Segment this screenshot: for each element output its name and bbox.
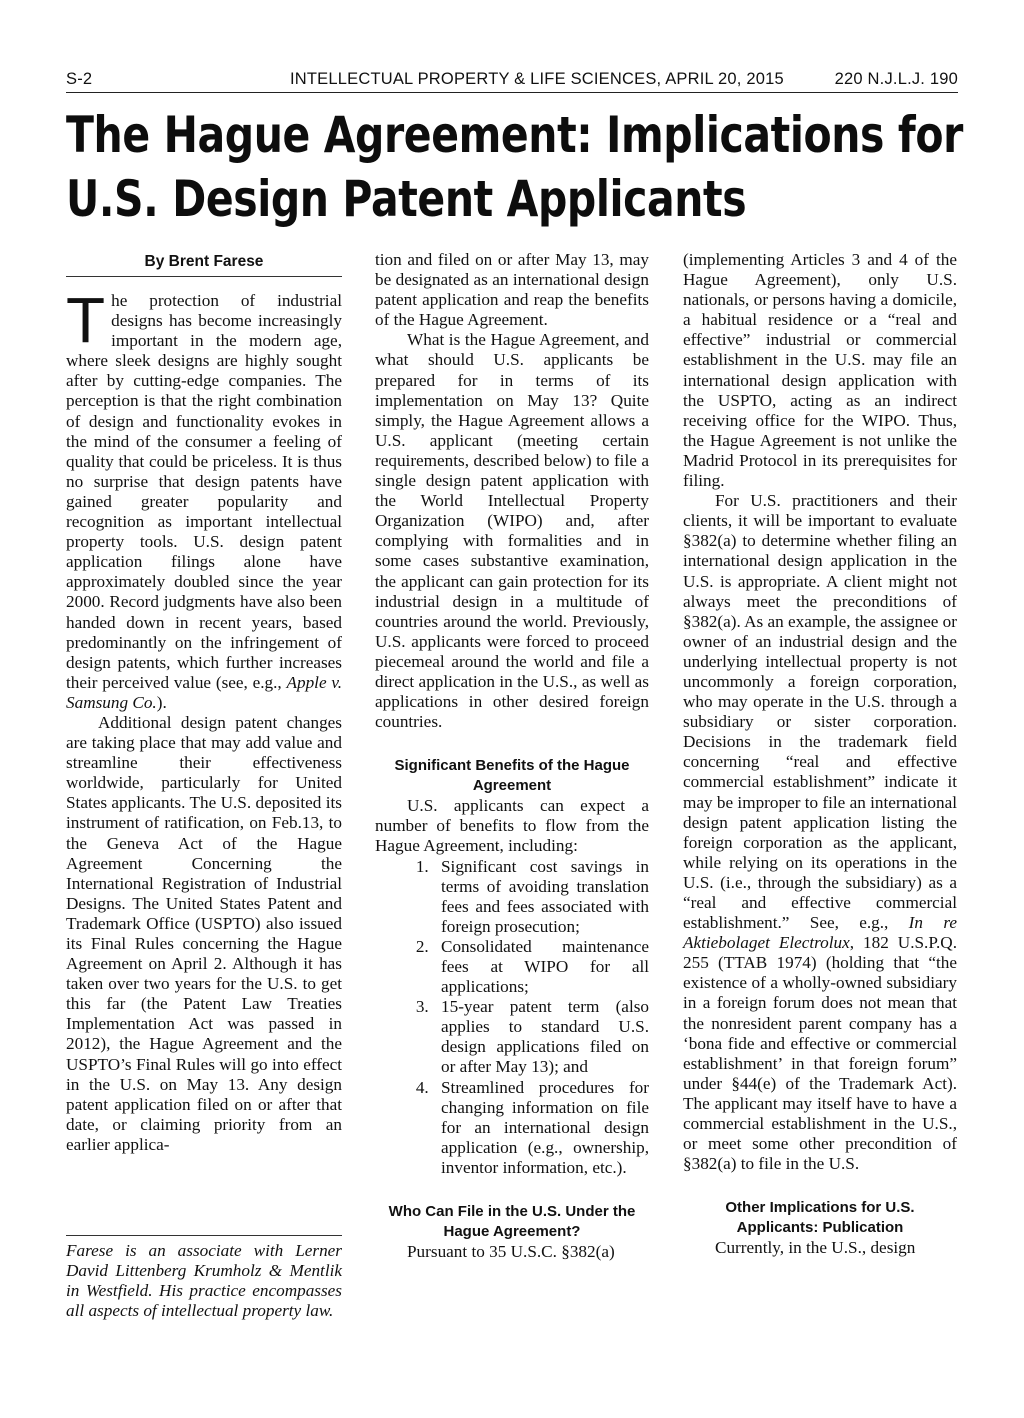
case-citation: Apple v. Samsung Co. <box>66 672 342 712</box>
paragraph-text-end: , 182 U.S.P.Q. 255 (TTAB 1974) (holding that “the existence of a wholly-owned subsidiary in a foreign forum does not mean that the nonresident parent company has a ‘bona fide and effective or commercial establishment’ in that foreign forum” under §44(e) of the Trademark Act). The applicant may itself have to have a commercial establishment in the U.S., or meet some other precondition of §382(a) to file in the U.S. <box>683 933 957 1174</box>
drop-cap: T <box>66 284 106 356</box>
intro-text: he protection of industrial designs has become increasingly important in the modern age, where sleek designs are highly sought after by cutting-edge companies. The perception is that the right combination of design and functionality evokes in the mind of the consumer a feeling of quality that could be priceless. It is thus no surprise that design patents have gained greater popularity and recognition as important intellectual property tools. U.S. design patent application filings alone have approximately doubled since the year 2000. Record judgments have also been handed down in recent years, based predominantly on the infringement of design patents, which further increases their perceived value (see, e.g., <box>66 291 342 692</box>
headline-line-2: U.S. Design Patent Applicants <box>66 170 747 228</box>
intro-text-end: ). <box>156 692 167 712</box>
section-title: INTELLECTUAL PROPERTY & LIFE SCIENCES, APRIL 20, 2015 <box>290 70 784 88</box>
case-citation: In re Aktiebolaget Electrolux <box>683 913 958 953</box>
section-heading: Other Implications for U.S. Applicants: Publication <box>725 1199 915 1237</box>
paragraph: Pursuant to 35 U.S.C. §382(a) <box>407 1242 615 1262</box>
headline-line-1: The Hague Agreement: Implications for <box>66 106 963 164</box>
column-1 <box>66 250 342 1155</box>
section-heading: Who Can File in the U.S. Under the Hague Agreement? <box>388 1203 636 1241</box>
paragraph-text: For U.S. practitioners and their clients, it will be important to evaluate §382(a) to determine whether filing an international design application in the U.S. is appropriate. A client might not always meet the preconditions of §382(a). As an example, the assignee or owner of an industrial design and the underlying intellectual property is not uncommonly a foreign corporation, who may operate in the U.S. through a subsidiary or sister corporation. Decisions in the trademark field concerning “real and effective commercial establishment” indicate it may be improper to file an international design patent application listing the foreign corporation as the applicant, while relying on its operations in the U.S. (i.e., through the subsidiary) as a “real and effective commercial establishment.” See, e.g., <box>683 491 957 933</box>
citation: 220 N.J.L.J. 190 <box>834 70 958 88</box>
list-item: 3. 15-year patent term (also applies to standard U.S. design applications filed on or after May 13); and <box>433 997 649 1077</box>
article-headline <box>66 103 963 231</box>
paragraph: Currently, in the U.S., design <box>715 1238 916 1258</box>
paragraph <box>683 491 957 1174</box>
header-rule <box>66 92 958 93</box>
byline: By Brent Farese <box>144 253 264 270</box>
byline-rule <box>66 276 342 277</box>
newspaper-page <box>66 0 963 1418</box>
paragraph: U.S. applicants can expect a number of benefits to flow from the Hague Agreement, including: <box>375 796 649 856</box>
list-item: 1. Significant cost savings in terms of avoiding translation fees and fees associated with foreign prosecution; <box>433 857 649 937</box>
running-head <box>66 70 958 92</box>
paragraph: tion and filed on or after May 13, may be designated as an international design patent application and reap the benefits of the Hague Agreement. <box>375 250 649 330</box>
paragraph: What is the Hague Agreement, and what should U.S. applicants be prepared for in terms of its implementation on May 13? Quite simply, the Hague Agreement allows a U.S. applicant (meeting certain requirements, described below) to file a single design patent application with the World Intellectual Property Organization (WIPO) and, after complying with formalities and in some cases substantive examination, the applicant can gain protection for its industrial design in a multitude of countries around the world. Previously, U.S. applicants were forced to proceed piecemeal around the world and file a direct application in the U.S., as well as applications in other desired foreign countries. <box>375 330 649 732</box>
paragraph: Additional design patent changes are taking place that may add value and streamline their effectiveness worldwide, particularly for United States applicants. The U.S. deposited its instrument of ratification, on Feb.13, to the Geneva Act of the Hague Agreement Concerning the International Registration of Industrial Designs. The United States Patent and Trademark Office (USPTO) also issued its Final Rules concerning the Hague Agreement on April 2. Although it has taken over two years for the U.S. to get this far (the Patent Law Treaties Implementation Act was passed in 2012), the Hague Agreement and the USPTO’s Final Rules will go into effect in the U.S. on May 13. Any design patent application filed on or after that date, or claiming priority from an earlier applica- <box>66 712 342 1154</box>
intro-paragraph <box>66 284 342 713</box>
benefits-list <box>375 857 649 1179</box>
author-bio: Farese is an associate with Lerner David Littenberg Krumholz & Mentlik in Westfield. His practice encompasses all aspects of intellectual property law. <box>66 1235 342 1321</box>
list-item: 2. Consolidated maintenance fees at WIPO for all applications; <box>433 937 649 997</box>
paragraph: (implementing Articles 3 and 4 of the Hague Agreement), only U.S. nationals, or persons having a domicile, a habitual residence or a “real and effective” industrial or commercial establishment in the U.S. may file an international design application with the USPTO, acting as an indirect receiving office for the WIPO. Thus, the Hague Agreement is not unlike the Madrid Protocol in its prerequisites for filing. <box>683 250 957 491</box>
column-3 <box>683 250 957 1258</box>
page-number: S-2 <box>66 70 93 88</box>
list-item: 4. Streamlined procedures for changing information on file for an international design application (e.g., ownership, inventor information, etc.). <box>433 1078 649 1178</box>
section-heading: Significant Benefits of the Hague Agreement <box>394 757 630 795</box>
column-2 <box>375 250 649 1262</box>
